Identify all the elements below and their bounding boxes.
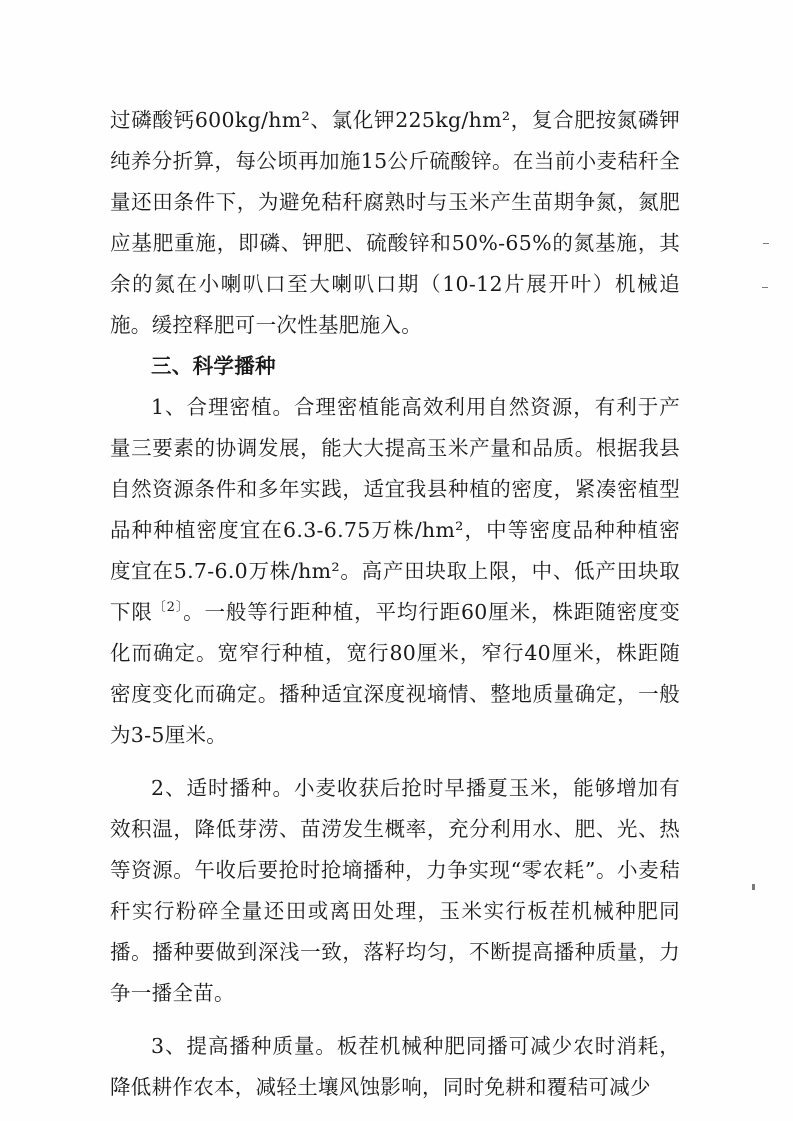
reference-marker: 〔2〕 [152, 600, 184, 616]
paragraph-fertilizer: 过磷酸钙600kg/hm²、氯化钾225kg/hm²，复合肥按氮磷钾纯养分折算，每公顷再加施15公斤硫酸锌。在当前小麦秸秆全量还田条件下，为避免秸秆腐熟时与玉米产生苗期争氮，氮肥应基肥重施，即磷、钾肥、硫酸锌和50%-65%的氮基施，其余的氮在小喇叭口至大喇叭口期（10-12片展开叶）机械追施。缓控释肥可一次性基肥施入。 [110, 108, 680, 337]
paragraph-timely-sowing: 2、适时播种。小麦收获后抢时早播夏玉米，能够增加有效积温，降低芽涝、苗涝发生概率，充分利用水、肥、光、热等资源。午收后要抢时抢墒播种，力争实现“零农耗”。小麦秸秆实行粉碎全量还田或离田处理，玉米实行板茬机械种肥同播。播种要做到深浅一致，落籽均匀，不断提高播种质量，力争一播全苗。 [110, 776, 680, 1005]
paragraph-sowing-quality: 3、提高播种质量。板茬机械种肥同播可减少农时消耗，降低耕作农本，减轻土壤风蚀影响，同时免耕和覆秸可减少 [110, 1034, 680, 1099]
document-body [110, 100, 680, 1108]
dense-planting-text-b: 。一般等行距种植，平均行距60厘米，株距随密度变化而确定。宽窄行种植，宽行80厘米，窄行40厘米，株距随密度变化而确定。播种适宜深度视墒情、整地质量确定，一般为3-5厘米。 [110, 600, 680, 747]
section-heading-sowing: 三、科学播种 [151, 354, 276, 378]
scan-mark [763, 243, 769, 244]
paragraph-dense-planting [110, 387, 680, 756]
scan-mark [752, 884, 755, 890]
scan-mark [762, 287, 768, 288]
dense-planting-text-a: 1、合理密植。合理密植能高效利用自然资源，有利于产量三要素的协调发展，能大大提高玉米产量和品质。根据我县自然资源条件和多年实践，适宜我县种植的密度，紧凑密植型品种种植密度宜在6.3-6.75万株/hm²，中等密度品种种植密度宜在5.7-6.0万株/hm²。高产田块取上限，中、低产田块取下限 [110, 395, 680, 624]
